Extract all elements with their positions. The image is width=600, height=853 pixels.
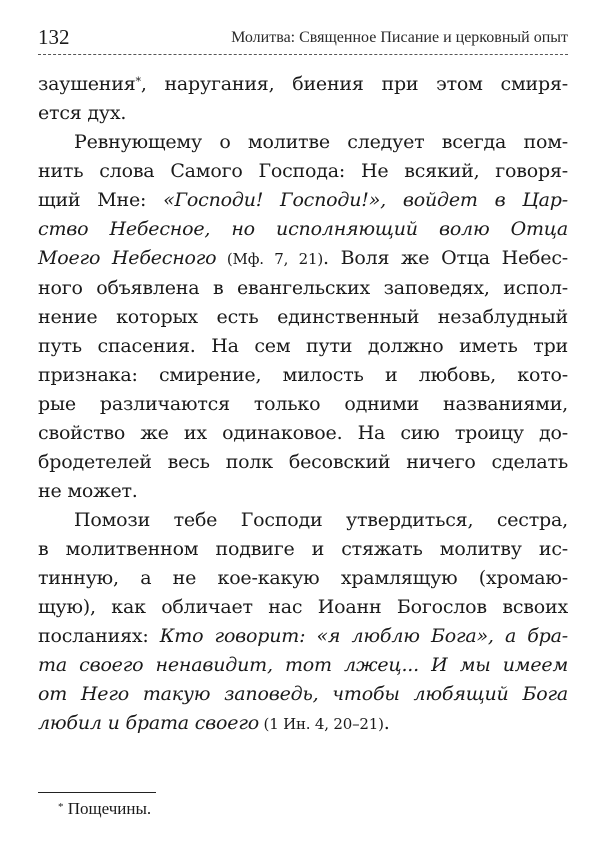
text-segment: Ревнующему о молитве следует всегда пом- (74, 131, 568, 153)
text-line (38, 506, 568, 535)
text-line (38, 99, 568, 128)
footnote-divider (38, 792, 156, 793)
scripture-quote: Моего Небесного (38, 247, 217, 269)
text-segment: посланиях: (38, 625, 160, 647)
scripture-quote: «Господи! Господи!», войдет в Цар- (163, 189, 568, 211)
footnote-text: Пощечины. (67, 799, 152, 818)
text-line (38, 215, 568, 244)
paragraph (38, 128, 568, 506)
text-line (38, 274, 568, 303)
text-line (38, 70, 568, 99)
text-line (38, 186, 568, 215)
text-line (38, 680, 568, 709)
text-line (38, 564, 568, 593)
text-segment: заушения (38, 73, 136, 95)
text-line (38, 303, 568, 332)
text-line (38, 709, 568, 739)
text-segment: тинную, а не кое-какую храмлящую (хромаю- (38, 567, 568, 589)
scripture-quote: та своего ненавидит, тот лжец... И мы имеем (38, 654, 568, 676)
text-segment: рые различаются только одними названиями, (38, 393, 568, 415)
paragraph (38, 70, 568, 128)
text-line (38, 419, 568, 448)
text-segment: бродетелей весь полк бесовский ничего сделать (38, 451, 568, 473)
text-line (38, 332, 568, 361)
text-line (38, 448, 568, 477)
footnote (58, 798, 151, 820)
header-divider (38, 54, 568, 55)
footnote-marker: * (58, 801, 64, 813)
scripture-reference: (Мф. 7, 21) (216, 250, 324, 268)
body-text (38, 70, 568, 739)
text-line (38, 157, 568, 186)
text-line (38, 390, 568, 419)
page-number: 132 (38, 25, 70, 49)
text-segment: не может. (38, 480, 138, 502)
running-title: Молитва: Священное Писание и церковный опыт (231, 29, 568, 46)
text-line (38, 361, 568, 390)
footnote-reference: * (135, 75, 141, 88)
text-segment: . (383, 712, 390, 734)
text-segment: щий Мне: (38, 189, 164, 211)
text-segment: ного объявлена в евангельских заповедях, испол- (38, 277, 568, 299)
text-line (38, 128, 568, 157)
scripture-quote: от Него такую заповедь, чтобы любящий Бога (38, 683, 568, 705)
text-segment: путь спасения. На сем пути должно иметь три (38, 335, 568, 357)
text-line (38, 535, 568, 564)
text-line (38, 477, 568, 506)
text-segment: нение которых есть единственный незаблудный (38, 306, 568, 328)
text-segment: , наругания, биения при этом смиря- (140, 73, 568, 95)
text-segment: нить слова Самого Господа: Не всякий, говоря- (38, 160, 568, 182)
text-segment: в молитвенном подвиге и стяжать молитву ис- (38, 538, 568, 560)
text-segment: признака: смирение, милость и любовь, кото- (38, 364, 568, 386)
scripture-quote: ство Небесное, но исполняющий волю Отца (38, 218, 568, 240)
text-segment: свойство же их одинаковое. На сию троицу до- (38, 422, 568, 444)
text-segment: щую), как обличает нас Иоанн Богослов всвоих (38, 596, 568, 618)
text-segment: ется дух. (38, 102, 127, 124)
page-header (38, 24, 568, 54)
text-line (38, 593, 568, 622)
text-line (38, 651, 568, 680)
paragraph (38, 506, 568, 739)
text-line (38, 622, 568, 651)
text-segment: Помози тебе Господи утвердиться, сестра, (74, 509, 568, 531)
text-line (38, 244, 568, 274)
scripture-quote: Кто говорит: «я люблю Бога», а бра- (159, 625, 568, 647)
scripture-reference: (1 Ин. 4, 20–21) (258, 715, 384, 733)
scripture-quote: любил и брата своего (38, 712, 259, 734)
text-segment: . Воля же Отца Небес- (323, 247, 569, 269)
